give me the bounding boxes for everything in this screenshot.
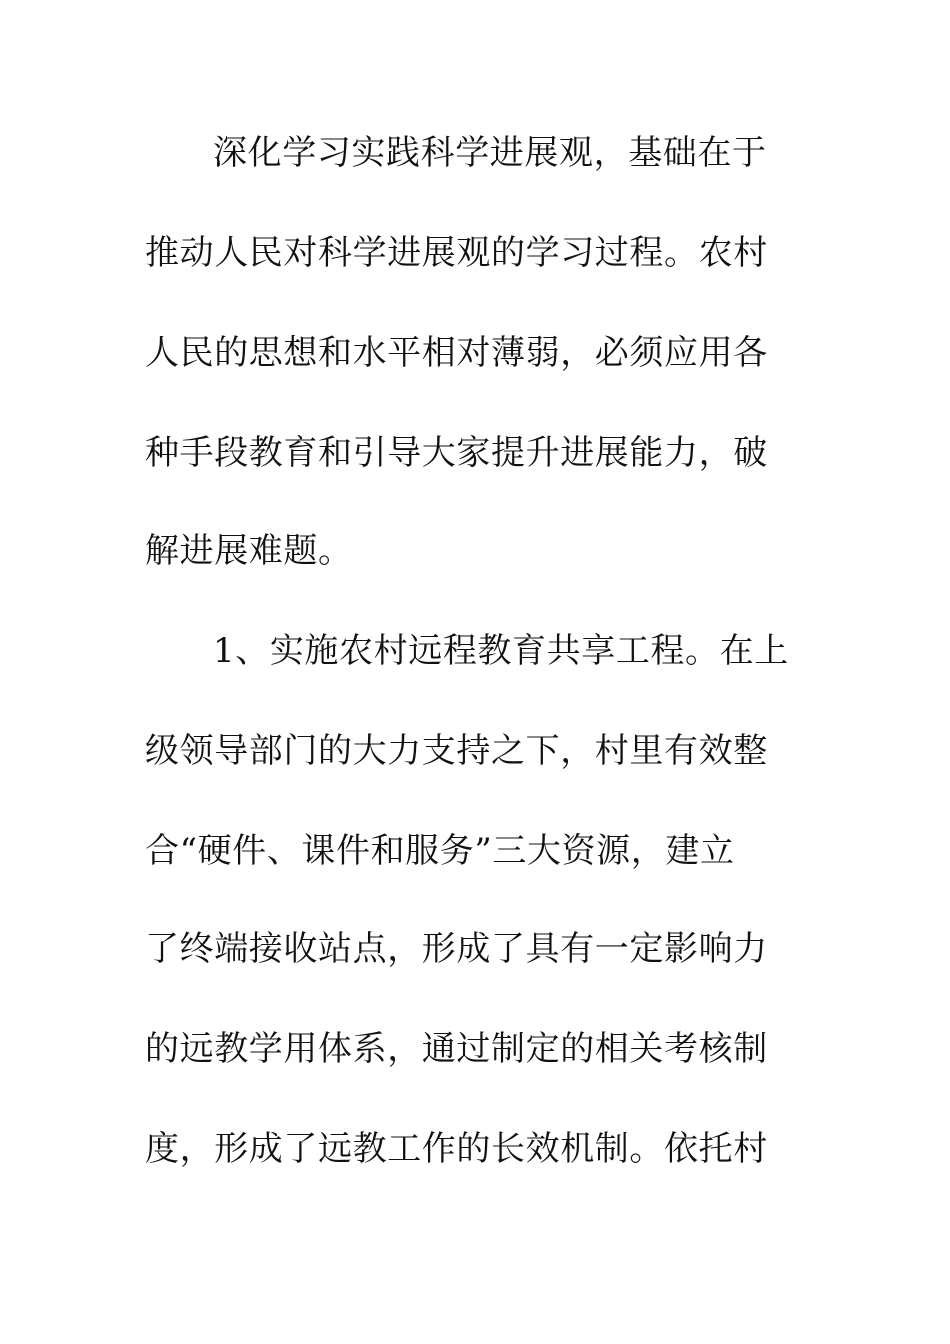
paragraph-2-line-4: 了终端接收站点，形成了具有一定影响力 bbox=[145, 929, 768, 969]
paragraph-2-line-3: 合“硬件、课件和服务”三大资源，建立 bbox=[145, 831, 735, 871]
paragraph-1-line-4: 种手段教育和引导大家提升进展能力，破 bbox=[145, 433, 768, 473]
paragraph-1-line-5: 解进展难题。 bbox=[145, 531, 353, 571]
paragraph-2-line-5: 的远教学用体系，通过制定的相关考核制 bbox=[145, 1029, 768, 1069]
paragraph-2-line-1: 1、实施农村远程教育共享工程。在上 bbox=[213, 631, 789, 671]
paragraph-1-line-2: 推动人民对科学进展观的学习过程。农村 bbox=[145, 233, 768, 273]
paragraph-1-line-3: 人民的思想和水平相对薄弱，必须应用各 bbox=[145, 333, 768, 373]
paragraph-2-line-2: 级领导部门的大力支持之下，村里有效整 bbox=[145, 731, 768, 771]
paragraph-1-line-1: 深化学习实践科学进展观，基础在于 bbox=[213, 133, 767, 173]
paragraph-2-line-6: 度，形成了远教工作的长效机制。依托村 bbox=[145, 1129, 768, 1169]
